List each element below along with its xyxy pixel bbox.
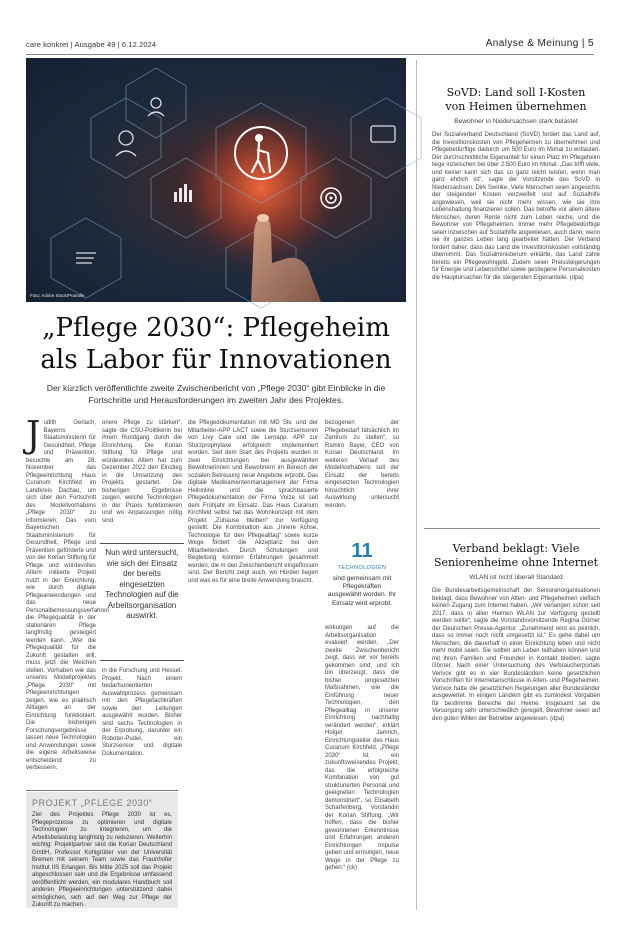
sidebar-separator	[424, 528, 600, 529]
article-column-2-bottom: in die Forschung und Hessel. Projekt. Nach einem bedarfsorientierten Auswahlprozess gemeinsam mit den Pflegefachkräften sowie den Leitungen ausgewählt wurden. Bisher sind sechs Technologien in der Erprobung, darunter ein Roboter-Pudel, ein Sturzsensor und digitale Dokumentation.	[102, 668, 182, 757]
sidebar-1-title-line-1: SoVD: Land soll I-Kosten	[446, 86, 586, 99]
headline-line-2: als Labor für Innovationen	[40, 345, 392, 375]
article-column-1	[26, 415, 110, 780]
digital-care-illustration	[26, 58, 406, 302]
projekt-box-rule	[26, 790, 178, 791]
article-column-3: die Pflegedokumentation mit MD Stv. und der Mitarbeiter-APP LACT sowie die Sturzsensoren von Livy Care und die Lernapp. APP zur Sturzprophylaxe erfolgreich implementiert worden. Seit dem Start des Projekts wurden in zwei Einrichtungen bei ausgewählten Bewohnerinnen und Bewohnern im Bereich der sozialen Betreuung neue Angebote erprobt. Das digitale Medikamentenmanagement der Firma Hellonline und die sprachbasierte Pflegedokumentation der Firma Voize ist seit dem Frühjahr im Einsatz. Das Haus Curanum Kirchfeld selbst hat das Wohnkonzept mit dem Projekt „Zuhause bleiben“ zur Verfügung gestellt. Die Kombination aus „Innere Achse, Technologie für den Pflegealltag“ sowie kurze Wege fördert die Akzeptanz bei den Mitarbeitenden. Durch Schulungen und Begleitung konnten Erfahrungen gesammelt werden, die in den Zwischenbericht eingeflossen sind. Der Bericht zeigt auch, wo Hürden liegen und was es für eine breite Anwendung braucht.	[188, 420, 318, 584]
pull-quote: Nun wird untersucht, wie sich der Einsatz der bereits eingesetzten Technologien auf die Arbeitsorganisation auswirkt.	[105, 548, 179, 620]
quote-rule-bottom	[100, 660, 184, 661]
section-title: Analyse & Meinung | 5	[485, 38, 594, 49]
article-photo	[26, 58, 406, 302]
fact-number: 11	[351, 540, 373, 562]
article-column-4-top: bezogenen der Pflegebedarf tatsächlich im Zentrum zu stellen“, so Ramiro Bayer, CEO von Korian Deutschland. Im weiteren Verlauf des Modellvorhabens soll der Einsatz der bereits eingesetzten Technologien hinsichtlich ihrer Auswirkung untersucht werden.	[325, 420, 399, 509]
page-header	[26, 38, 594, 52]
sidebar-1-title	[432, 86, 600, 114]
sidebar-2-text: Die Bundesarbeitsgemeinschaft der Seniorenorganisationen beklagt, dass Bewohner von Alten- und Pflegeheimen vielfach keinen Zugang zum Internet haben. „Wir verlangen schon seit 2017, dass in allen Heimen WLAN zur Verfügung gestellt werden sollte“, sagte die Vorstandsvorsitzende Regina Görner der Deutschen Presse-Agentur. „Zunehmend wird es peinlich, dass so immer noch nicht umgesetzt ist.“ Es gehe dabei um Menschen, die dauerhaft in einer Einrichtung leben und nicht mehr mobil seien. Sie sollten am Leben teilhaben können und mit ihren Familien und Freunden in Kontakt bleiben, sagte Görner. Nach einer Untersuchung des Verbraucherportals Verivox gibt es in vier Bundesländern keine gesetzlichen Vorschriften für Internetanschlüsse in Alten- und Pflegeheimen. Verivox hatte die gesetzlichen Regelungen aller Bundesländer ausgewertet. In einigen Ländern gibt es zumindest Vorgaben für bestimmte Bereiche der Heime. Insgesamt sei die Versorgung sehr unterschiedlich geregelt, Bewohner seien auf den guten Willen der Betreiber angewiesen. (dpa)	[432, 588, 600, 722]
article-teaser: Der kürzlich veröffentlichte zweite Zwischenbericht von „Pflege 2030“ gibt Einblicke in die Fortschritte und Herausforderungen im zweiten Jahr des Projektes.	[46, 383, 386, 405]
quote-rule-top	[100, 543, 184, 544]
photo-credit: Foto: Adobe Stock/Pranulle	[30, 293, 85, 298]
article-column-4-bottom: wirkungen auf die Arbeitsorganisation evaluiert werden. „Der zweite Zwischenbericht zeigt, dass wir vor bereits gekommen sind, und ich bin überzeugt, dass die bisher umgesetzten Maßnahmen, wie die Einführung neuer Technologien, den Pflegealltag in unserer Einrichtung nachhaltig verändert werden“, erklärt Holger Jamrich, Einrichtungsleiter des Haus Curanum Kirchfeld. „Pflege 2030“ ist ein zukunftsweisendes Projekt, das die erfolgreiche Kombination von gut strukturierten Personal und geeigneten Technologien demonstriert“, so Elisabeth Scharfenberg, Vorstandin der Korian Stiftung. „Wir hoffen, dass die bisher gewonnenen Erkenntnisse und Erfahrungen anderen Einrichtungen Impulse geben und ermutigen, neue Wege in der Pflege zu gehen.“ (ck)	[325, 625, 399, 871]
sidebar-1-text: Der Sozialverband Deutschland (SoVD) fordert das Land auf, die Investitionskosten von Pflegeheimen zu übernehmen und Pflegebedürftige dadurch um 500 Euro im Monat zu entlasten. Der durchschnittliche Eigenanteil für einen Platz im Pflegeheim liege inzwischen bei über 2.500 Euro im Monat. „Das trifft viele, und keiner kann sich das so ganz leicht leisten, wenn man ganz ehrlich ist“, sagte der Vorsitzende des SoVD in Niedersachsen, Dirk Swinke. Viele Menschen seien angesichts der steigenden Kosten verzweifelt und auf Sozialhilfe angewiesen, weil sie nicht mehr wissen, wie sie ihre Lebenshaltung finanzieren sollen. Das betreffe vor allem ältere Menschen, deren Rente nicht zum Leben reiche, und die Bewohner von Pflegeheimen. Immer mehr Pflegebedürftige seien inzwischen auf Sozialhilfe angewiesen, auch dann, wenn sie ihr ganzes Leben lang gearbeitet hätten. Der Verband fordert daher, dass das Land die Investitionskosten vollständig übernimmt. Das Sozialministerium erklärte, das Land zahle bereits ein Pflegewohngeld. Zudem seien Preissteigerungen für Energie und Lebensmittel sowie gestiegene Personalkosten die Hauptursachen für die steigenden Eigenanteile. (dpa)	[432, 132, 600, 281]
dropcap: J	[26, 415, 41, 456]
header-divider	[26, 54, 594, 55]
projekt-box-title: PROJEKT „PFLEGE 2030“	[32, 798, 153, 808]
headline-line-1: „Pflege 2030“: Pflegeheim	[42, 313, 390, 343]
sidebar-2-title-line-1: Verband beklagt: Viele	[452, 542, 580, 555]
fact-text: sind gemeinsam mit Pflegekräften ausgewählt worden. Ihr Einsatz wird erprobt.	[327, 575, 397, 607]
issue-info: care konkret | Ausgabe 49 | 6.12.2024	[26, 40, 157, 49]
column-divider	[416, 60, 417, 910]
sidebar-2-subtitle: WLAN ist nicht überall Standard	[469, 574, 563, 581]
article-column-2-top: onere Pflege zu stärken“, sagte die CSU-Politikerin bei ihrem Rundgang durch die Einrichtung. Die Korian Stiftung für Pflege und würdevolles Altern hat zum Dezember 2022 den Einstieg in die Umsetzung des Projekts gestartet. Die bisherigen Ergebnisse zeigen, welche Technologien in der Praxis funktionieren und wo Anpassungen nötig sind.	[102, 420, 182, 524]
projekt-box-text: Ziel des Projektes Pflege 2030 ist es, Pflegeprozesse zu optimieren und digitale Technologien zu integrieren, um die Arbeitsbelastung langfristig zu reduzieren. Weiterhin wichtig: Projektpartner sind die Korian Deutschland GmbH, Professor Kohlgrüber von der Universität Bremen mit seinem Team sowie das Fraunhofer Institut IIS Erlangen. Bis Mitte 2025 soll das Projekt abgeschlossen sein und die Ergebnisse umfassend veröffentlicht werden, ein modulares Handbuch soll anderen Pflegeeinrichtungen unterstützend dabei ermöglichen, sich auf den Weg zur Pflege der Zukunft zu machen.	[32, 812, 172, 908]
sidebar-1-subtitle: Bewohner in Niedersachsen stark belastet	[454, 118, 578, 125]
column-1-text: udith Gerlach, Bayerns Staatsministerin für Gesundheit, Pflege und Prävention, besuchte am 28. November das Pflegeeinrichtung Haus Curanum Kirchfeld im Landkreis Dachau, um sich über den Fortschritt des Modellvorhabens „Pflege 2030“ zu informieren. Das vom Bayerischen Staatsministerium für Gesundheit, Pflege und Prävention geförderte und von der Korian Stiftung für Pflege und würdevolles Altern initiierte Projekt nutzt in der Einrichtung, wie durch digitale Pflegeanwendungen und das neue Personalbemessungsverfahren die Pflegequalität in der stationären Pflege langfristig gesteigert werden kann. „Wer die Pflegequalität für die Zukunft gestalten will, muss jetzt die Weichen stellen. Vorhaben wie das unseres Modellprojektes „Pflege 2030“ mit Pflegeeinrichtungen zeigen, wie es praktisch Alltagen an der Einrichtung funktioniert. Die bisherigen Forschungsergebnisse lassen neue Technologien und Anwendungen sowie die eigene Arbeitsweise entscheidend zu verbessern.	[26, 420, 110, 771]
sidebar-2-title	[432, 542, 600, 570]
article-headline	[26, 312, 406, 376]
sidebar-1-title-line-2: von Heimen übernehmen	[445, 100, 587, 113]
sidebar-2-title-line-2: Seniorenheime ohne Internet	[433, 556, 599, 569]
fact-label: TECHNOLOGIEN	[337, 565, 387, 571]
